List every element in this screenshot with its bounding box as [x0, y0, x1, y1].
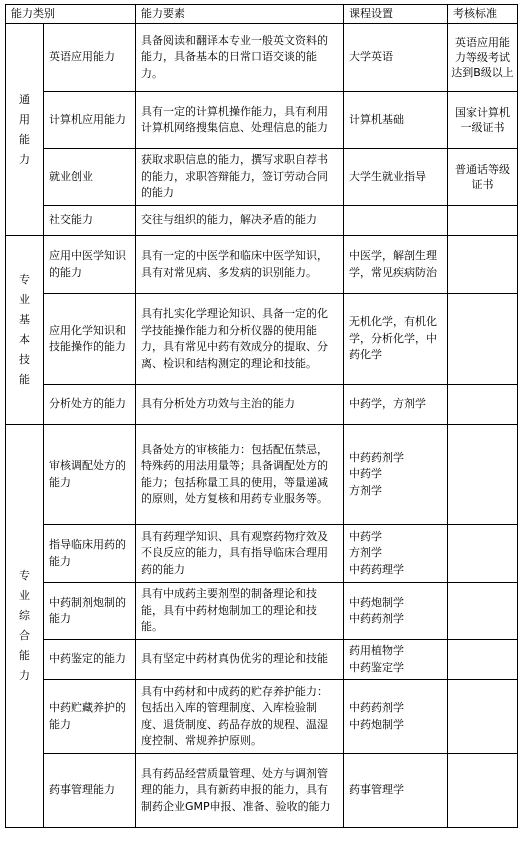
- table-row: [6, 92, 518, 149]
- requirement-cell: 具有药理学知识、具有观察药物疗效及不良反应的能力，具有指导临床合理用药的能力: [136, 525, 344, 583]
- header-course: 课程设置: [344, 5, 448, 24]
- table-header-row: [6, 5, 518, 24]
- requirement-cell: 交往与组织的能力，解决矛盾的能力: [136, 206, 344, 236]
- standard-cell: 普通话等级证书: [448, 149, 518, 206]
- standard-cell: [448, 294, 518, 385]
- standard-cell: [448, 583, 518, 640]
- requirement-cell: 具有药品经营质量管理、处方与调剂管理的能力，具有新药申报的能力，具有制药企业GMP申报、准备、验收的能力: [136, 754, 344, 828]
- standard-cell: [448, 236, 518, 294]
- course-cell: [344, 680, 448, 754]
- table-row: [6, 525, 518, 583]
- ability-cell: 审核调配处方的能力: [44, 425, 136, 525]
- category-cell: [6, 425, 44, 828]
- category-label: 专业基本技能: [19, 273, 30, 386]
- course-lines: 中药炮制学 中药药剂学: [349, 595, 404, 625]
- table-row: [6, 425, 518, 525]
- course-cell: 无机化学，有机化学，分析化学，中药化学: [344, 294, 448, 385]
- ability-cell: 中药鉴定的能力: [44, 640, 136, 680]
- table-row: [6, 24, 518, 92]
- requirement-cell: 具备阅读和翻译本专业一般英文资料的能力，具备基本的日常口语交谈的能力。: [136, 24, 344, 92]
- standard-cell: 英语应用能力等级考试达到B级以上: [448, 24, 518, 92]
- table-row: [6, 149, 518, 206]
- ability-table: [5, 4, 518, 828]
- category-cell: [6, 24, 44, 236]
- requirement-cell: 具有一定的中医学和临床中医学知识，具有对常见病、多发病的识别能力。: [136, 236, 344, 294]
- requirement-cell: 获取求职信息的能力，撰写求职自荐书的能力，求职答辩能力，签订劳动合同的能力: [136, 149, 344, 206]
- course-lines: 中药学 方剂学 中药药理学: [349, 529, 404, 576]
- category-label: 通用能力: [19, 92, 30, 166]
- requirement-cell: 具有分析处方功效与主治的能力: [136, 385, 344, 425]
- standard-cell: [448, 425, 518, 525]
- requirement-cell: 具有中药材和中成药的贮存养护能力：包括出入库的管理制度、入库检验制度、退货制度、药品存放的规程、温湿度控制、常规养护原则。: [136, 680, 344, 754]
- course-lines: 中药药剂学 中药炮制学: [349, 701, 404, 731]
- standard-cell: [448, 525, 518, 583]
- ability-cell: 分析处方的能力: [44, 385, 136, 425]
- table-row: [6, 680, 518, 754]
- standard-cell: 国家计算机一级证书: [448, 92, 518, 149]
- category-label: 专业综合能力: [19, 569, 30, 682]
- table-row: [6, 640, 518, 680]
- standard-cell: [448, 206, 518, 236]
- standard-cell: [448, 640, 518, 680]
- table-row: [6, 294, 518, 385]
- ability-cell: 应用化学知识和技能操作的能力: [44, 294, 136, 385]
- course-lines: 药用植物学 中药鉴定学: [349, 644, 404, 674]
- course-cell: [344, 583, 448, 640]
- table-row: [6, 236, 518, 294]
- standard-cell: [448, 754, 518, 828]
- course-cell: 计算机基础: [344, 92, 448, 149]
- course-lines: 药事管理学: [349, 783, 404, 797]
- course-cell: 中医学，解剖生理学，常见疾病防治: [344, 236, 448, 294]
- ability-cell: 计算机应用能力: [44, 92, 136, 149]
- course-cell: 中药学，方剂学: [344, 385, 448, 425]
- course-lines: 中药药剂学 中药学 方剂学: [349, 450, 404, 497]
- category-cell: [6, 236, 44, 425]
- ability-cell: 指导临床用药的能力: [44, 525, 136, 583]
- requirement-cell: 具有中成药主要剂型的制备理论和技能，具有中药材炮制加工的理论和技能。: [136, 583, 344, 640]
- header-standard: 考核标准: [448, 5, 518, 24]
- ability-cell: 中药贮藏养护的能力: [44, 680, 136, 754]
- course-cell: 大学英语: [344, 24, 448, 92]
- course-cell: 大学生就业指导: [344, 149, 448, 206]
- ability-cell: 英语应用能力: [44, 24, 136, 92]
- course-cell: [344, 425, 448, 525]
- table-row: [6, 385, 518, 425]
- ability-cell: 中药制剂炮制的能力: [44, 583, 136, 640]
- course-cell: [344, 754, 448, 828]
- table-row: [6, 583, 518, 640]
- ability-cell: 就业创业: [44, 149, 136, 206]
- course-cell: [344, 640, 448, 680]
- table-row: [6, 206, 518, 236]
- requirement-cell: 具有一定的计算机操作能力，具有利用计算机网络搜集信息、处理信息的能力: [136, 92, 344, 149]
- ability-cell: 社交能力: [44, 206, 136, 236]
- requirement-cell: 具有坚定中药材真伪优劣的理论和技能: [136, 640, 344, 680]
- course-cell: [344, 525, 448, 583]
- header-category: 能力类别: [6, 5, 136, 24]
- ability-cell: 应用中医学知识的能力: [44, 236, 136, 294]
- header-element: 能力要素: [136, 5, 344, 24]
- requirement-cell: 具备处方的审核能力：包括配伍禁忌，特殊药的用法用量等；具备调配处方的能力；包括称量工具的使用，等量递减的原则，处方复核和用药专业服务等。: [136, 425, 344, 525]
- standard-cell: [448, 680, 518, 754]
- ability-cell: 药事管理能力: [44, 754, 136, 828]
- requirement-cell: 具有扎实化学理论知识、具备一定的化学技能操作能力和分析仪器的使用能力，具有常见中药有效成分的提取、分离、检识和结构测定的理论和技能。: [136, 294, 344, 385]
- course-cell: [344, 206, 448, 236]
- standard-cell: [448, 385, 518, 425]
- table-row: [6, 754, 518, 828]
